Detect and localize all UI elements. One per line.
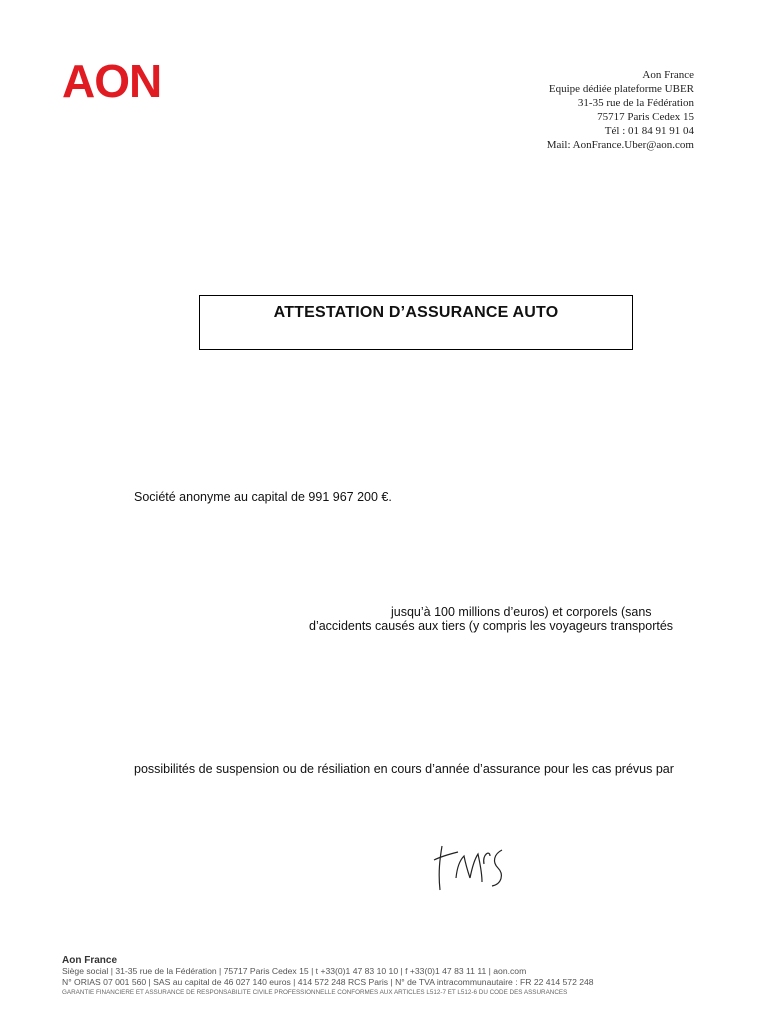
document-title: ATTESTATION D’ASSURANCE AUTO — [273, 304, 559, 321]
sender-line: Equipe dédiée plateforme UBER — [548, 83, 694, 95]
aon-logo: AON — [62, 55, 162, 107]
capital-text: Société anonyme au capital de 991 967 200 €. — [134, 490, 392, 504]
sender-line: 31-35 rue de la Fédération — [577, 97, 694, 109]
footer — [62, 955, 712, 998]
suspension-text: possibilités de suspension ou de résiliation en cours d’année d’assurance pour les cas prévus par — [134, 762, 674, 776]
signature-image — [430, 838, 510, 898]
sender-line: Tél : 01 84 91 91 04 — [604, 125, 694, 137]
sender-line: Aon France — [642, 69, 694, 81]
footer-address-line: Siège social | 31-35 rue de la Fédération | 75717 Paris Cedex 15 | t +33(0)1 47 83 10 10 | f +33(0)1 47 83 11 11 | aon.com — [62, 966, 527, 976]
footer-registration-line: N° ORIAS 07 001 560 | SAS au capital de 46 027 140 euros | 414 572 248 RCS Paris | N° de TVA intracommunautaire : FR 22 414 572 248 — [62, 977, 594, 987]
footer-company: Aon France — [62, 955, 118, 966]
coverage-line-2: d’accidents causés aux tiers (y compris les voyageurs transportés — [309, 619, 674, 633]
sender-line: Mail: AonFrance.Uber@aon.com — [546, 139, 694, 151]
sender-address-block — [434, 68, 694, 152]
sender-line: 75717 Paris Cedex 15 — [597, 111, 694, 123]
footer-legal-line: GARANTIE FINANCIERE ET ASSURANCE DE RESPONSABILITE CIVILE PROFESSIONNELLE CONFORMES AUX ARTICLES L512-7 ET L512-6 DU CODE DES ASSURANCES — [62, 989, 568, 996]
title-box — [199, 295, 633, 350]
coverage-line-1: jusqu’à 100 millions d’euros) et corporels (sans — [391, 605, 652, 619]
